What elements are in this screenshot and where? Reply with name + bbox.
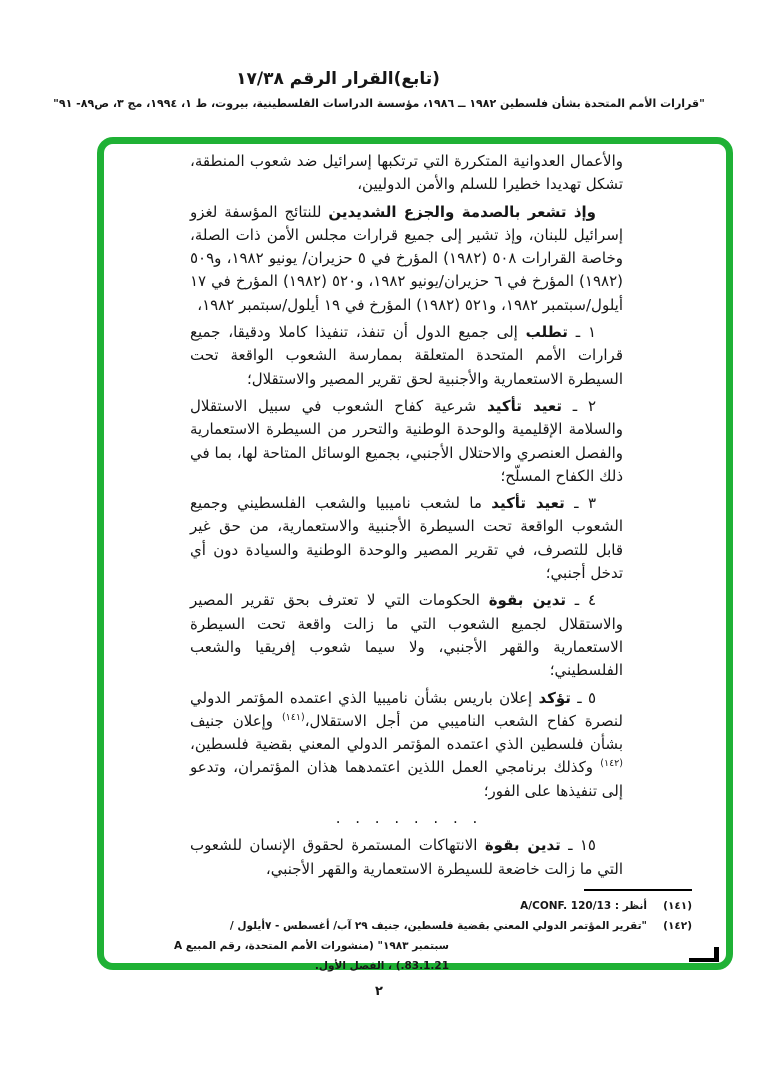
page-subtitle: "قرارات الأمم المتحدة بشأن فلسطين ١٩٨٢ ــ ١٩٨٦، مؤسسة الدراسات الفلسطينية، بيروت، ط ١، ١٩٩٤، مج ٣، ص٨٩- ٩١": [53, 97, 705, 110]
page-number: ٢: [375, 984, 383, 999]
bold-lead-in: تؤكد: [538, 688, 571, 707]
paragraph: [190, 834, 623, 881]
footnote-separator: [584, 889, 692, 891]
footnotes-section: [124, 889, 692, 976]
page-title: (تابع)القرار الرقم ١٧/٣٨: [236, 69, 440, 89]
paragraph-text: وإعلان جنيف بشأن فلسطين الذي اعتمده المؤتمر الدولي المعني بقضية فلسطين،: [190, 711, 623, 754]
paragraph-text: ٢ ـ: [562, 396, 596, 415]
paragraph-text: ١٥ ـ: [560, 836, 596, 855]
footnote-marker: (١٤٢): [663, 920, 692, 932]
footnote-reference: (١٤١): [281, 711, 305, 723]
paragraph: [190, 589, 623, 682]
bold-lead-in: تعيد تأكيد: [491, 494, 565, 513]
footnote-line: أنظر : A/CONF. 120/13: [520, 900, 647, 912]
paragraph: [190, 201, 623, 317]
paragraph-text: إلى جميع الدول أن تنفذ، تنفيذا كاملا ودقيقا، جميع قرارات الأمم المتحدة المتعلقة بممارسة الشعوب الواقعة تحت السيطرة الاستعمارية والأجنبية لحق تقرير المصير والاستقلال؛: [190, 323, 623, 388]
footnote-list: [124, 896, 692, 976]
footnote-marker: (١٤١): [663, 900, 692, 912]
paragraph: [190, 321, 623, 391]
paragraph-text: الحكومات التي لا تعترف بحق تقرير المصير والاستقلال لجميع الشعوب التي ما زالت واقعة تحت السيطرة الاستعمارية والقهر الأجنبي، ولا سيما شعوب إفريقيا والشعب الفلسطيني؛: [190, 591, 623, 680]
footnote-item: [124, 896, 692, 916]
paragraph: [190, 492, 623, 585]
footnote-text: [124, 896, 647, 916]
paragraph-text: ٥ ـ: [570, 688, 596, 707]
paragraph-text: إعلان باريس بشأن ناميبيا الذي اعتمده المؤتمر الدولي لنصرة كفاح الشعب الناميبي من أجل الاستقلال،: [190, 688, 624, 730]
footnote-text: [124, 916, 647, 976]
ellipsis-dots: . . . . . . . .: [335, 809, 478, 828]
bold-lead-in: تدين بقوة: [484, 836, 561, 855]
paragraph-text: ٣ ـ: [564, 494, 596, 513]
paragraph: [190, 395, 623, 488]
green-border-frame: [97, 137, 733, 970]
document-body: [190, 150, 623, 881]
paragraph-text: ٤ ـ: [566, 591, 597, 610]
footnote-reference: (١٤٢): [600, 758, 623, 770]
scan-corner-artifact: [689, 947, 719, 962]
bold-lead-in: تدين بقوة: [488, 591, 567, 610]
bold-lead-in: وإذ تشعر بالصدمة والجزع الشديدين: [328, 202, 596, 221]
paragraph: [190, 150, 623, 197]
paragraph-text: شرعية كفاح الشعوب في سبيل الاستقلال والسلامة الإقليمية والوحدة الوطنية والتحرر من السيطرة الاستعمارية والفصل العنصري والاحتلال الأجنبي، بجميع الوسائل المتاحة لها، بما في ذلك الكفاح المسلّح؛: [190, 396, 623, 485]
paragraph-text: وكذلك برنامجي العمل اللذين اعتمدهما هذان المؤتمران، وتدعو إلى تنفيذها على الفور؛: [190, 758, 623, 800]
paragraph-text: للنتائج المؤسفة لغزو إسرائيل للبنان، وإذ تشير إلى جميع قرارات مجلس الأمن ذات الصلة، وخاصة القرارات ٥٠٨ (١٩٨٢) المؤرخ في ٥ حزيران/ يونيو ١٩٨٢، و٥٠٩ (١٩٨٢) المؤرخ في ٦ حزيران/يونيو ١٩٨٢، و٥٢٠ (١٩٨٢) المؤرخ في ١٧ أيلول/سبتمبر ١٩٨٢، و٥٢١ (١٩٨٢) المؤرخ في ١٩ أيلول/سبتمبر ١٩٨٢،: [190, 202, 624, 314]
paragraph: [190, 687, 623, 803]
paragraph-text: ما لشعب ناميبيا والشعب الفلسطيني وجميع الشعوب الواقعة تحت السيطرة الأجنبية والاستعمارية، من حق غير قابل للتصرف، في تقرير المصير والوحدة الوطنية والسيادة دون أي تدخل أجنبي؛: [190, 494, 623, 583]
footnote-line: سبتمبر ١٩٨٣" (منشورات الأمم المتحدة، رقم المبيع A .83.1.21) ، الفصل الأول.: [174, 940, 449, 972]
footnote-item: [124, 916, 692, 976]
paragraph-text: والأعمال العدوانية المتكررة التي ترتكبها إسرائيل ضد شعوب المنطقة، تشكل تهديدا خطيرا للسلم والأمن الدوليين،: [190, 152, 623, 194]
bold-lead-in: تعيد تأكيد: [487, 396, 562, 415]
footnote-line: "تقرير المؤتمر الدولي المعني بقضية فلسطين، جنيف ٢٩ آب/ أغسطس - ٧أيلول /: [229, 920, 647, 932]
paragraph-text: الانتهاكات المستمرة لحقوق الإنسان للشعوب التي ما زالت خاضعة للسيطرة الاستعمارية والقهر الأجنبي،: [190, 836, 623, 878]
paragraph-text: ١ ـ: [567, 323, 596, 342]
bold-lead-in: تطلب: [525, 323, 568, 342]
